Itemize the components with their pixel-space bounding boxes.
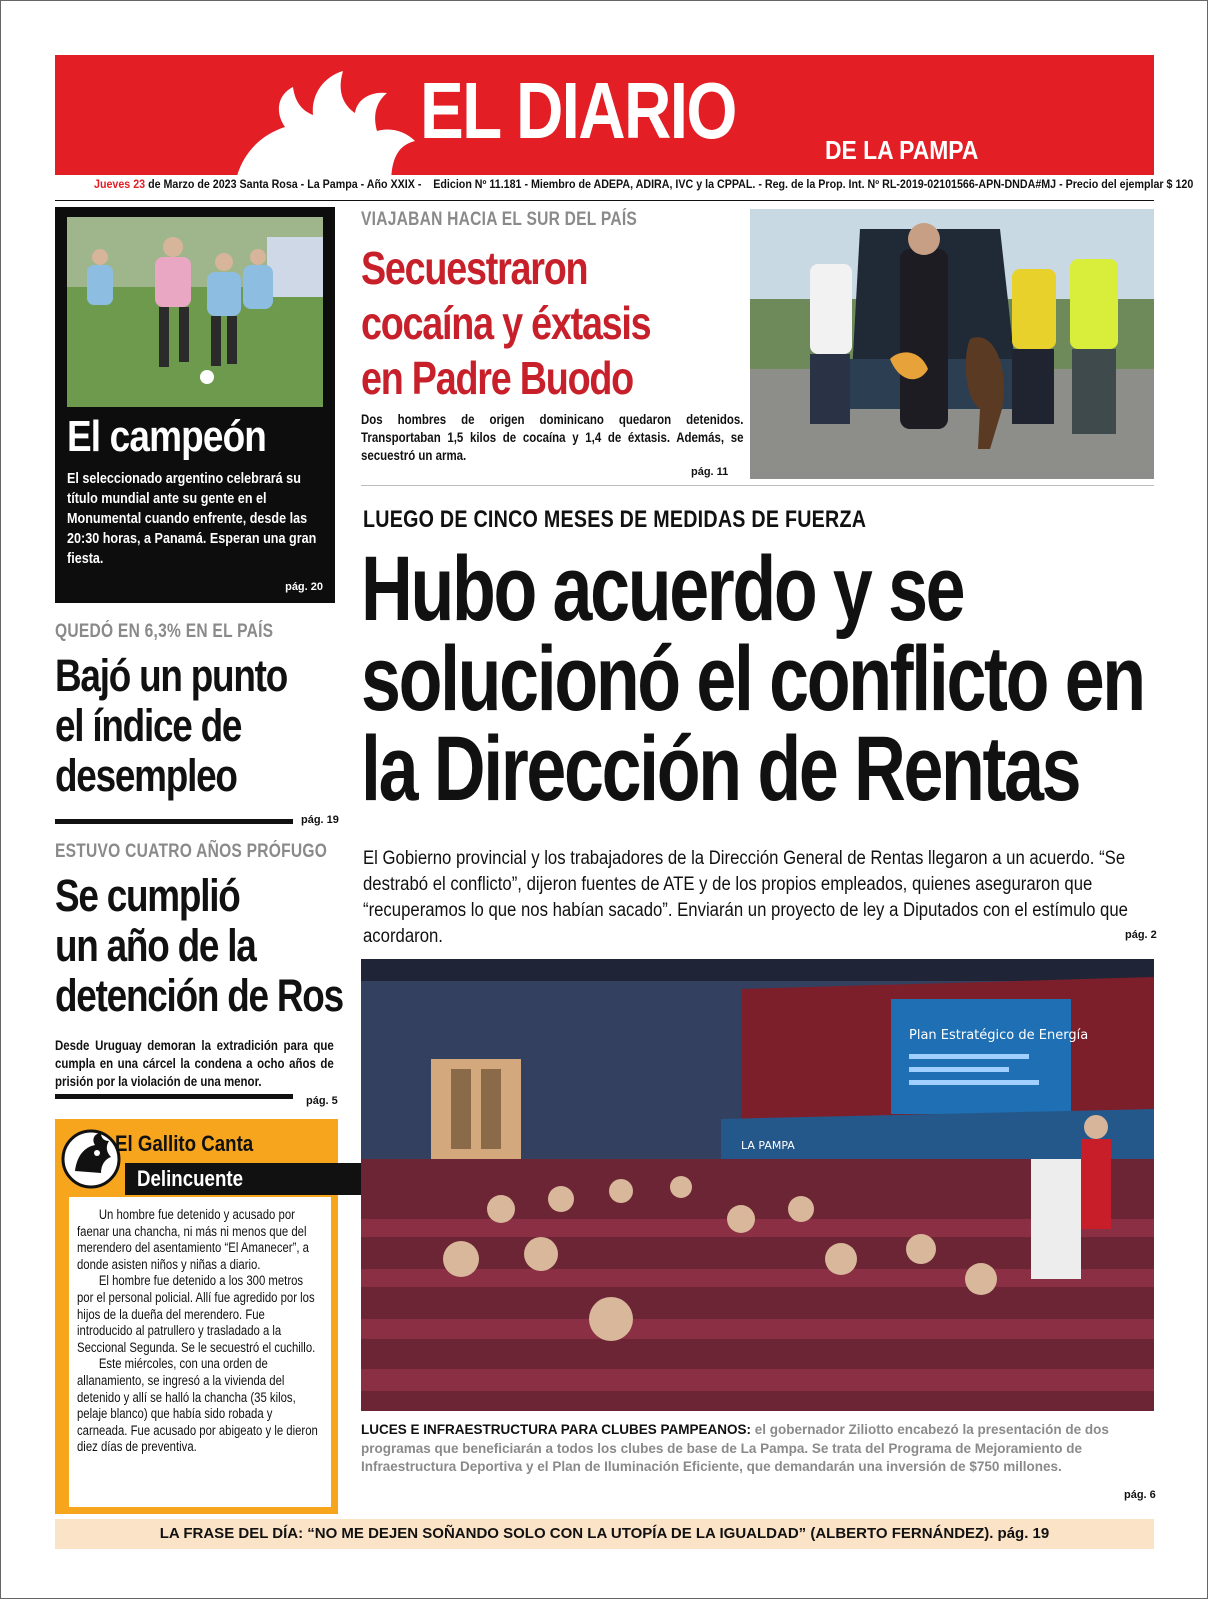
headline-line: detención de Ros: [55, 970, 343, 1021]
desempleo-page-ref: pág. 19: [301, 814, 339, 826]
secuestro-page-ref: pág. 11: [691, 466, 729, 478]
quote-of-the-day: LA FRASE DEL DÍA: “NO ME DEJEN SOÑANDO SOLO CON LA UTOPÍA DE LA IGUALDAD” (ALBERTO FERNÁNDEZ). pág. 19: [159, 1525, 1050, 1542]
headline-line: el índice de: [55, 700, 242, 751]
gallito-body: [77, 1207, 322, 1456]
gallito-title-bar: [125, 1163, 393, 1195]
desempleo-kicker: QUEDÓ EN 6,3% EN EL PAÍS: [55, 621, 274, 642]
caption-body: el gobernador Ziliotto encabezó la presentación de dos programas que beneficiarán a todos los clubes de base de La Pampa. Se trata del Programa de Mejoramiento de Infraestructura Deportiva y el Plan de Iluminación Eficiente, que demandarán una inversión de $750 millones.: [361, 1422, 1109, 1474]
secuestro-headline[interactable]: [361, 241, 650, 406]
stage-banner: LA PAMPA: [741, 1139, 795, 1152]
soccer-training-photo: [67, 217, 323, 407]
edition-details: Edicion Nº 11.181 - Miembro de ADEPA, ADIRA, IVC y la CPPAL. - Reg. de la Prop. Int. Nº RL-2019-02101566-APN-DNDA#MJ - Precio del ejemplar $ 120: [433, 179, 1194, 191]
headline-line: la Dirección de Rentas: [361, 718, 1080, 820]
rentas-headline[interactable]: [361, 538, 1144, 820]
issue-date: de Marzo de 2023 Santa Rosa - La Pampa - Año XXIX -: [148, 179, 422, 191]
clubes-caption: [361, 1421, 1151, 1477]
masthead-subtitle: DE LA PAMPA: [825, 135, 979, 165]
issue-day: Jueves 23: [94, 179, 146, 191]
headline-line: solucionó el conflicto en: [361, 628, 1144, 730]
screen-title: Plan Estratégico de Energía: [909, 1028, 1089, 1043]
rentas-page-ref: pág. 2: [1125, 929, 1157, 941]
edition-info-bar: [94, 179, 1194, 201]
headline-line: cocaína y éxtasis: [361, 297, 651, 349]
headline-line: un año de la: [55, 920, 256, 971]
rooster-cartoon-icon: [61, 1127, 121, 1191]
desempleo-headline[interactable]: [55, 651, 287, 801]
ros-headline[interactable]: [55, 871, 343, 1021]
headline-line: Se cumplió: [55, 870, 240, 921]
headline-line: desempleo: [55, 750, 237, 801]
ros-page-ref: pág. 5: [306, 1095, 338, 1107]
masthead: [55, 55, 1154, 175]
section-rule: [55, 819, 293, 824]
ros-body: Desde Uruguay demoran la extradición para que cumpla en una cárcel la condena a ocho años de prisión por la violación de una menor.: [55, 1038, 334, 1089]
secuestro-kicker: VIAJABAN HACIA EL SUR DEL PAÍS: [361, 209, 638, 230]
rentas-lede: El Gobierno provincial y los trabajadores de la Dirección General de Rentas llegaron a un acuerdo. “Se destrabó el conflicto”, dijeron fuentes de ATE y de los propios empleados, quienes aseguraron que “recuperamos lo que nos habían sacado”. Enviarán un proyecto de ley a Diputados con el estímulo que acordaron.: [363, 848, 1128, 947]
caption-lead: LUCES E INFRAESTRUCTURA PARA CLUBES PAMPEANOS:: [361, 1422, 752, 1437]
paragraph: Un hombre fue detenido y acusado por faenar una chancha, ni más ni menos que del merendero del asentamiento “El Amanecer”, a donde asisten niños y niñas a diario.: [77, 1207, 309, 1272]
gallito-title: Delincuente: [137, 1166, 243, 1191]
masthead-rule: [55, 200, 1154, 201]
rooster-logo-icon: [215, 65, 425, 175]
gallito-section-title: El Gallito Canta: [115, 1131, 254, 1156]
divider: [361, 485, 1154, 486]
secuestro-body: Dos hombres de origen dominicano quedaron detenidos. Transportaban 1,5 kilos de cocaína y 1,4 de éxtasis. Además, se secuestró un arma.: [361, 412, 744, 463]
gallito-column[interactable]: [55, 1119, 338, 1514]
paragraph: Este miércoles, con una orden de allanamiento, se ingresó a la vivienda del detenido y allí se halló la chancha (35 kilos, pelaje blanco) que había sido robada y carneada. Fue acusado por abigeato y le dieron diez días de preventiva.: [77, 1356, 318, 1455]
campeon-body: El seleccionado argentino celebrará su título mundial ante su gente en el Monumental cuando enfrente, desde las 20:30 horas, a Panamá. Esperan una gran fiesta.: [67, 470, 317, 567]
campeon-page-ref: pág. 20: [285, 581, 323, 593]
campeon-story[interactable]: [55, 207, 335, 603]
masthead-title: EL DIARIO: [420, 66, 736, 155]
headline-line: Secuestraron: [361, 242, 588, 294]
rentas-kicker: LUEGO DE CINCO MESES DE MEDIDAS DE FUERZA: [363, 506, 867, 533]
clubes-page-ref: pág. 6: [1124, 1489, 1156, 1501]
quote-of-the-day-bar: [55, 1519, 1154, 1549]
headline-line: en Padre Buodo: [361, 352, 634, 404]
campeon-headline: El campeón: [67, 412, 267, 461]
ros-kicker: ESTUVO CUATRO AÑOS PRÓFUGO: [55, 841, 328, 862]
headline-line: Hubo acuerdo y se: [361, 538, 964, 640]
police-checkpoint-photo: [750, 209, 1154, 479]
section-rule: [55, 1094, 293, 1099]
gallito-text-box: [69, 1197, 331, 1507]
theatre-presentation-photo: [361, 959, 1154, 1411]
paragraph: El hombre fue detenido a los 300 metros por el personal policial. Allí fue agredido por los hijos de la dueña del merendero. Fue introducido al patrullero y trasladado a la Seccional Segunda. Se le secuestró el cuchillo.: [77, 1273, 316, 1355]
headline-line: Bajó un punto: [55, 650, 288, 701]
